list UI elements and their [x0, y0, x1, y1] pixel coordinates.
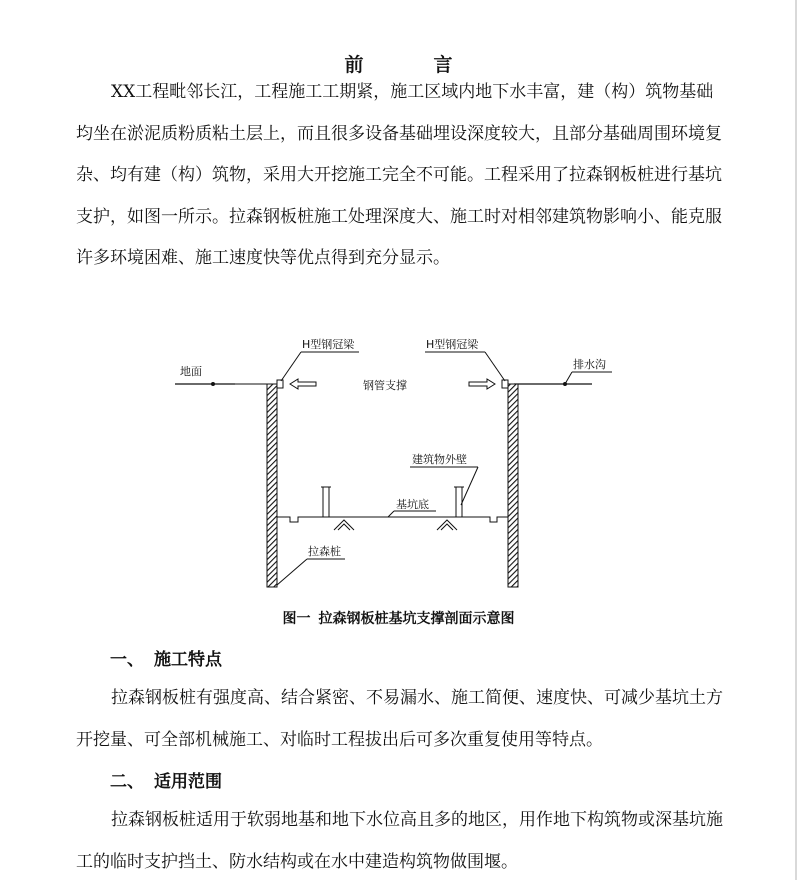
figure-caption-text: 拉森钢板桩基坑支撑剖面示意图: [318, 611, 515, 627]
section-title: 适用范围: [154, 772, 222, 792]
drain-label: 排水沟: [573, 358, 606, 371]
section-heading-features: [110, 645, 222, 670]
crown-beam-left: [277, 380, 283, 388]
pit-bottom-label: 基坑底: [396, 498, 429, 511]
pile-label: 拉森桩: [308, 545, 341, 558]
strut-arrow-left: [290, 379, 316, 389]
section-title: 施工特点: [154, 650, 222, 670]
building-wall-post-left: [321, 487, 331, 517]
section-number: 二、: [110, 772, 144, 792]
building-wall-label: 建筑物外壁: [412, 453, 467, 466]
pile-left: [267, 384, 277, 587]
beam-left-label: H型钢冠梁: [302, 338, 355, 351]
figure-caption: [0, 608, 797, 628]
beam-right-leader: [425, 352, 505, 381]
ground-line-right: [514, 382, 592, 386]
ground-line-left: [175, 382, 277, 386]
ground-label: 地面: [180, 365, 202, 378]
beam-left-leader: [281, 352, 359, 381]
section-number: 一、: [110, 650, 144, 670]
foundation-symbol-right: [437, 520, 457, 530]
strut-label: 钢管支撑: [363, 379, 407, 392]
intro-paragraph: XX工程毗邻长江，工程施工工期紧，施工区域内地下水丰富，建（构）筑物基础均坐在淤泥质粉质粘土层上，而且很多设备基础埋设深度较大，且部分基础周围环境复杂、均有建（构）筑物，采用大开挖施工完全不可能。工程采用了拉森钢板桩进行基坑支护，如图一所示。拉森钢板桩施工处理深度大、施工时对相邻建筑物影响小、能克服许多环境困难、施工速度快等优点得到充分显示。: [76, 82, 722, 268]
pit-bottom-line: [277, 517, 508, 522]
pile-leader: [277, 559, 345, 585]
crown-beam-right: [502, 380, 508, 388]
foundation-symbol-left: [334, 520, 354, 530]
drain-leader: [565, 372, 612, 384]
pile-right: [508, 384, 518, 587]
section-heading-scope: [110, 767, 222, 792]
scope-paragraph: 拉森钢板桩适用于软弱地基和地下水位高且多的地区，用作地下构筑物或深基坑施工的临时支护挡土、防水结构或在水中建造构筑物做围堰。: [76, 810, 723, 872]
beam-right-label: H型钢冠梁: [426, 338, 479, 351]
title-char-2: 言: [433, 54, 453, 76]
figure-caption-label: 图一: [282, 611, 311, 627]
strut-arrow-right: [469, 379, 495, 389]
title-char-1: 前: [344, 54, 364, 76]
pit-bottom-leader: [388, 511, 436, 517]
features-paragraph: 拉森钢板桩有强度高、结合紧密、不易漏水、施工简便、速度快、可减少基坑土方开挖量、可全部机械施工、对临时工程拔出后可多次重复使用等特点。: [76, 688, 723, 750]
